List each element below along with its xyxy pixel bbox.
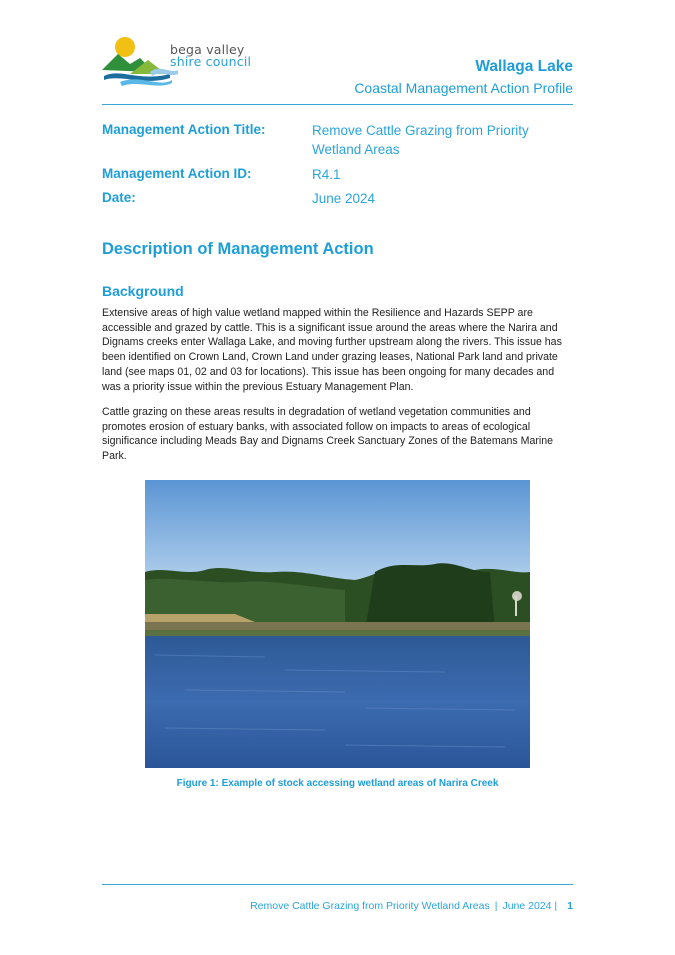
date-value: June 2024 [312, 191, 376, 206]
logo-line1: bega valley [170, 42, 245, 57]
background-paragraph-1: Extensive areas of high value wetland mapped within the Resilience and Hazards SEPP are accessible and grazed by cattle. This is a significant issue around the areas where the Narira and Dignams creeks enter Wallaga Lake, and moving further upstream along the rivers. This issue has been identified on Crown Land, Crown Land under grazing leases, National Park land and private land (see maps 01, 02 and 03 for locations). This issue has been ongoing for many decades and was a priority issue within the previous Estuary Management Plan. [102, 307, 562, 393]
header-rule [102, 104, 573, 105]
page-number: 1 [567, 900, 573, 912]
section-heading: Description of Management Action [102, 240, 374, 258]
figure-caption: Figure 1: Example of stock accessing wetland areas of Narira Creek [176, 778, 499, 789]
logo-wordmark [170, 44, 251, 68]
action-title-value: Remove Cattle Grazing from Priority Wetland Areas [312, 123, 529, 157]
action-id-value: R4.1 [312, 167, 341, 182]
background-heading: Background [102, 283, 184, 299]
footer-separator: | [494, 900, 498, 912]
date-label: Date: [102, 190, 136, 205]
footer-rule [102, 884, 573, 885]
logo-line2: shire council [170, 54, 252, 69]
footer-date: June 2024 | [502, 900, 558, 912]
action-title-label: Management Action Title: [102, 122, 266, 137]
background-paragraph-2: Cattle grazing on these areas results in degradation of wetland vegetation communities and promotes erosion of estuary banks, with associated follow on impacts to areas of ecological significance including Meads Bay and Dignams Creek Sanctuary Zones of the Batemans Marine Park. [102, 406, 554, 463]
footer-title: Remove Cattle Grazing from Priority Wetland Areas [250, 900, 490, 912]
footer [250, 900, 573, 912]
header-subtitle: Coastal Management Action Profile [354, 80, 573, 96]
action-id-label: Management Action ID: [102, 166, 252, 181]
wetland-photo [145, 480, 530, 768]
header-title: Wallaga Lake [475, 58, 573, 75]
